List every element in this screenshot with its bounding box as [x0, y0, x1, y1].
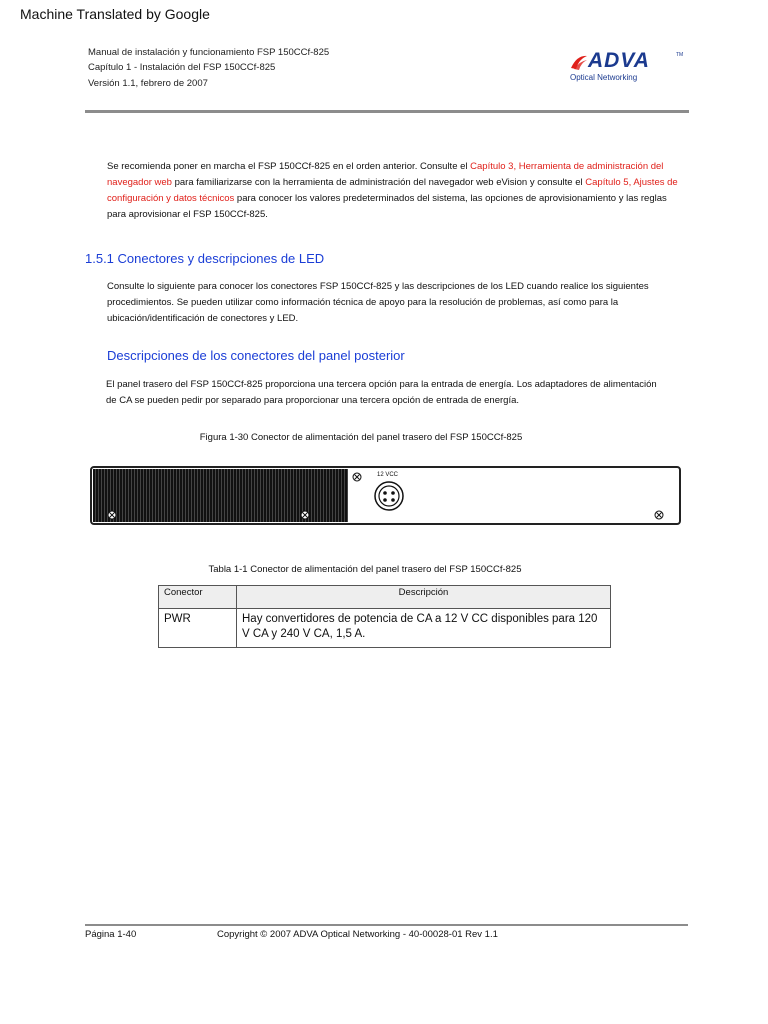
header-version: Versión 1.1, febrero de 2007: [88, 78, 208, 89]
adva-logo: [566, 50, 688, 86]
power-connector-icon: [375, 482, 403, 510]
header-divider: [85, 110, 689, 113]
intro-text-2: para familiarizarse con la herramienta de administración del navegador web eVision y consulte el: [171, 177, 586, 188]
table-header-description: Descripción: [237, 586, 611, 609]
table-cell-connector: PWR: [159, 609, 237, 648]
footer-page-number: Página 1-40: [85, 929, 137, 940]
header-chapter: Capítulo 1 - Instalación del FSP 150CCf-825: [88, 62, 276, 73]
rear-panel-diagram: [90, 466, 682, 526]
header-manual-title: Manual de instalación y funcionamiento FSP 150CCf-825: [88, 47, 330, 58]
link-chapter-5[interactable]: Capítulo 5, Ajustes de configuración y datos técnicos: [107, 177, 678, 204]
table-cell-description: Hay convertidores de potencia de CA a 12 V CC disponibles para 120 V CA y 240 V CA, 1,5 A.: [237, 609, 611, 648]
table-header-row: [159, 586, 611, 609]
section-paragraph: Consulte lo siguiente para conocer los conectores FSP 150CCf-825 y las descripciones de los LED cuando realice los siguientes procedimientos. Se pueden utilizar como información técnica de apoyo para la resolución de problemas, así como para la ubicación/identificación de conectores y LED.: [107, 281, 649, 324]
subsection-heading: Descripciones de los conectores del panel posterior: [107, 348, 405, 363]
logo-subtitle: Optical Networking: [570, 73, 638, 82]
subsection-paragraph: El panel trasero del FSP 150CCf-825 proporciona una tercera opción para la entrada de energía. Los adaptadores de alimentación de CA se pueden pedir por separado para proporcionar una tercera opción de entrada de energía.: [106, 379, 657, 406]
panel-screw-icon: [108, 511, 116, 519]
vent-grille: [93, 469, 348, 522]
logo-trademark: TM: [676, 52, 684, 58]
figure-caption: Figura 1-30 Conector de alimentación del panel trasero del FSP 150CCf-825: [199, 432, 523, 443]
power-connector-label: 12 VCC: [377, 472, 399, 478]
table-caption: Tabla 1-1 Conector de alimentación del panel trasero del FSP 150CCf-825: [208, 564, 522, 575]
intro-text-3: para conocer los valores predeterminados del sistema, las opciones de aprovisionamiento y las reglas para aprovisionar el FSP 150CCf-825.: [107, 193, 667, 220]
panel-screw-icon: [301, 511, 309, 519]
table-row: [159, 609, 611, 648]
footer-divider: [85, 924, 688, 926]
table-header-connector: Conector: [159, 586, 237, 609]
link-chapter-3[interactable]: Capítulo 3, Herramienta de administración del navegador web: [107, 161, 664, 188]
footer-copyright: Copyright © 2007 ADVA Optical Networking - 40-00028-01 Rev 1.1: [217, 929, 498, 940]
intro-text-1: Se recomienda poner en marcha el FSP 150CCf-825 en el orden anterior. Consulte el: [107, 161, 471, 172]
logo-wordmark: ADVA: [588, 49, 650, 72]
power-connector-table: [158, 585, 611, 648]
adva-swoosh-icon: [569, 53, 589, 73]
machine-translated-banner: Machine Translated by Google: [20, 6, 210, 22]
panel-screw-icon: [353, 473, 361, 481]
section-heading: 1.5.1 Conectores y descripciones de LED: [85, 251, 325, 266]
intro-paragraph: [107, 159, 682, 223]
panel-screw-icon: [655, 511, 663, 519]
